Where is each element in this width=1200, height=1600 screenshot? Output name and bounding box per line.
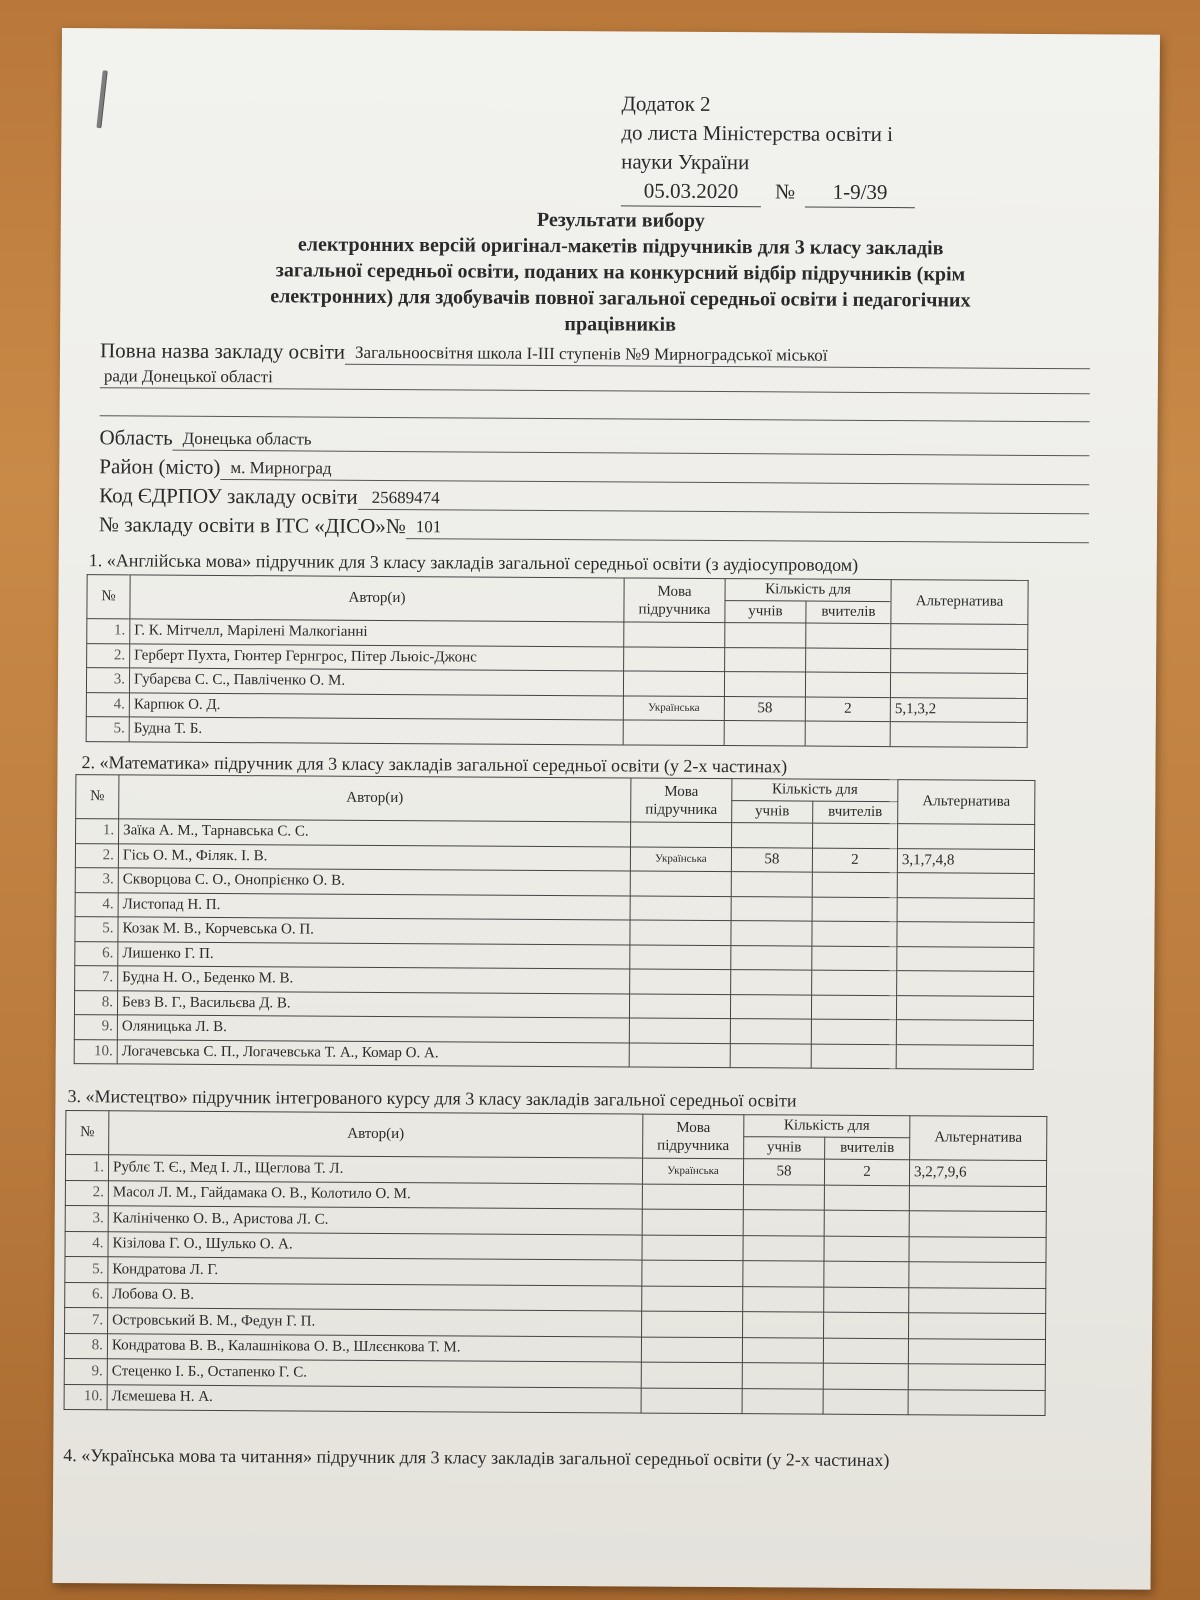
row-number: 5. (75, 917, 118, 942)
row-author: Лобова О. В. (108, 1282, 642, 1311)
row-author: Рублє Т. Є., Мед І. Л., Щеглова Т. Л. (108, 1155, 642, 1184)
addendum-line3: науки України (621, 149, 750, 175)
row-number: 10. (74, 1039, 117, 1064)
row-teachers (812, 872, 897, 897)
row-number: 2. (75, 843, 118, 868)
row-author: Кондратова В. В., Калашнікова О. В., Шлєєнкова Т. М. (107, 1333, 641, 1362)
row-language (623, 720, 724, 745)
row-number: 7. (75, 966, 118, 991)
document-page (53, 28, 1160, 1590)
letter-date: 05.03.2020 (621, 176, 761, 207)
row-author: Карпюк О. Д. (129, 692, 623, 720)
row-teachers (805, 721, 890, 746)
title-line: електронних) для здобувачів повної загальної середньої освіти і педагогічних (270, 285, 971, 312)
row-students (731, 970, 812, 995)
header-alternative: Альтернатива (910, 1116, 1047, 1161)
row-number: 1. (87, 619, 130, 644)
row-students (742, 1388, 823, 1414)
row-number: 4. (75, 892, 118, 917)
header-no: № (76, 775, 119, 819)
section-3-table (64, 1110, 1048, 1416)
row-language (624, 646, 725, 671)
row-teachers (824, 1236, 909, 1262)
oblast-field (99, 425, 1089, 456)
row-alternative (908, 1389, 1045, 1415)
row-students (731, 896, 812, 921)
number-sign: № (774, 179, 796, 204)
row-teachers: 2 (805, 697, 890, 722)
row-language (642, 1286, 743, 1312)
table-header-row (87, 575, 1028, 603)
header-author: Автор(и) (119, 775, 631, 822)
header-no: № (66, 1111, 109, 1155)
title-line: працівників (564, 313, 677, 336)
row-number: 1. (65, 1155, 108, 1181)
table-header-row (66, 1111, 1047, 1139)
title-line: Результати вибору (536, 208, 705, 232)
school-name-field-2 (100, 366, 1090, 394)
row-number: 2. (87, 643, 130, 668)
row-language (630, 871, 731, 896)
header-language: Мова підручника (643, 1114, 744, 1159)
row-alternative (897, 971, 1034, 996)
addendum-header (621, 89, 916, 208)
row-language (630, 920, 731, 945)
row-language (629, 993, 730, 1018)
row-teachers (823, 1338, 908, 1364)
row-teachers (824, 1261, 909, 1287)
row-students (724, 721, 805, 746)
row-number: 2. (65, 1180, 108, 1206)
row-author: Г. К. Мітчелл, Марілені Малкогіанні (130, 619, 624, 647)
itc-label: № закладу освіти в ІТС «ДІСО»№ (98, 512, 406, 539)
row-alternative (909, 1262, 1046, 1288)
header-alternative: Альтернатива (891, 580, 1028, 625)
row-students (725, 647, 806, 672)
school-name-label: Повна назва закладу освіти (99, 338, 346, 364)
edrpou-label: Код ЄДРПОУ закладу освіти (99, 483, 358, 509)
row-teachers: 2 (824, 1159, 909, 1185)
row-language (629, 1018, 730, 1043)
staple (96, 70, 106, 128)
row-alternative (909, 1211, 1046, 1237)
school-name-value-2: ради Донецької області (100, 366, 1090, 394)
school-name-value: Загальноосвітня школа І-ІІІ ступенів №9 Мирноградської міської (345, 343, 1090, 370)
row-author: Гісь О. М., Філяк. І. В. (118, 843, 630, 871)
row-alternative (897, 873, 1034, 898)
row-students (743, 1235, 824, 1261)
row-students (730, 1019, 811, 1044)
addendum-line2: до листа Міністерства освіти і (621, 120, 894, 147)
row-students (743, 1184, 824, 1210)
row-number: 6. (75, 941, 118, 966)
row-alternative: 3,2,7,9,6 (909, 1160, 1046, 1186)
row-author: Логачевська С. П., Логачевська Т. А., Комар О. А. (117, 1039, 629, 1067)
header-language: Мова підручника (624, 578, 725, 623)
row-students: 58 (743, 1159, 824, 1185)
row-number: 3. (75, 868, 118, 893)
row-alternative (896, 1044, 1033, 1069)
row-students (742, 1363, 823, 1389)
row-number: 3. (86, 668, 129, 693)
header-students: учнів (744, 1137, 825, 1159)
row-teachers (811, 1019, 896, 1044)
row-author: Стеценко І. Б., Остапенко Г. С. (107, 1359, 641, 1388)
section-1-table (86, 574, 1029, 747)
row-number: 5. (65, 1257, 108, 1283)
section-3-title: 3. «Мистецтво» підручник інтегрованого курсу для 3 класу закладів загальної середньої освіти (67, 1086, 797, 1111)
row-language: Українська (630, 846, 731, 871)
row-author: Бевз В. Г., Васильєва Д. В. (117, 990, 629, 1018)
row-students: 58 (731, 847, 812, 872)
row-teachers (824, 1312, 909, 1338)
row-language (641, 1337, 742, 1363)
header-alternative: Альтернатива (898, 780, 1035, 825)
title-line: загальної середньої освіти, поданих на конкурсний відбір підручників (крім (275, 259, 966, 286)
row-language (624, 622, 725, 647)
section-1-title: 1. «Англійська мова» підручник для 3 класу закладів загальної середньої освіти (з аудіосупроводом) (88, 550, 859, 575)
row-author: Масол Л. М., Гайдамака О. В., Колотило О. М. (108, 1180, 642, 1209)
blank-line (100, 415, 1090, 422)
row-alternative (909, 1185, 1046, 1211)
row-teachers (823, 1389, 908, 1415)
row-language: Українська (623, 695, 724, 720)
row-author: Будна Н. О., Беденко М. В. (118, 966, 630, 994)
row-students (743, 1312, 824, 1338)
row-teachers (806, 648, 891, 673)
row-students (731, 872, 812, 897)
row-students (743, 1210, 824, 1236)
city-label: Район (місто) (99, 454, 221, 479)
row-number: 9. (74, 1015, 117, 1040)
row-teachers (806, 623, 891, 648)
row-number: 1. (76, 819, 119, 844)
row-students (724, 672, 805, 697)
row-author: Заїка А. М., Тарнавська С. С. (119, 819, 631, 847)
edrpou-field (99, 483, 1089, 514)
row-author: Лємешева Н. А. (107, 1384, 641, 1413)
header-author: Автор(и) (130, 575, 624, 622)
header-language: Мова підручника (631, 778, 732, 823)
row-number: 3. (65, 1206, 108, 1232)
row-students (725, 623, 806, 648)
table-row (86, 717, 1027, 747)
header-no: № (87, 575, 130, 619)
table-row (64, 1384, 1045, 1415)
row-author: Будна Т. Б. (129, 717, 623, 745)
row-language (642, 1311, 743, 1337)
row-author: Скворцова С. О., Онопрієнко О. В. (118, 868, 630, 896)
row-alternative (909, 1287, 1046, 1313)
row-number: 6. (65, 1282, 108, 1308)
itc-field (99, 512, 1089, 543)
row-language (642, 1209, 743, 1235)
section-2-table (74, 774, 1036, 1070)
oblast-label: Область (99, 425, 173, 450)
city-value: м. Мирноград (220, 458, 1089, 485)
table-row (74, 1039, 1033, 1069)
row-author: Козак М. В., Корчевська О. П. (118, 917, 630, 945)
header-teachers: вчителів (825, 1137, 910, 1160)
row-number: 5. (86, 717, 129, 742)
row-language (630, 969, 731, 994)
row-language (641, 1362, 742, 1388)
row-language (623, 671, 724, 696)
row-number: 4. (86, 692, 129, 717)
row-alternative (896, 1020, 1033, 1045)
row-students (731, 945, 812, 970)
header-quantity: Кількість для (744, 1115, 910, 1138)
header-students: учнів (732, 801, 813, 823)
section-2-title: 2. «Математика» підручник для 3 класу закладів загальної середньої освіти (у 2-х частинах) (81, 752, 788, 777)
row-alternative (896, 995, 1033, 1020)
document-title (100, 204, 1141, 340)
header-teachers: вчителів (813, 801, 898, 824)
row-alternative (897, 946, 1034, 971)
row-alternative (897, 922, 1034, 947)
table-header-row (76, 775, 1035, 803)
row-teachers (824, 1185, 909, 1211)
row-teachers (812, 970, 897, 995)
row-author: Оляницька Л. В. (117, 1015, 629, 1043)
row-author: Листопад Н. П. (118, 892, 630, 920)
letter-number: 1-9/39 (805, 178, 915, 209)
row-alternative: 3,1,7,4,8 (897, 848, 1034, 873)
row-teachers (805, 672, 890, 697)
row-number: 9. (64, 1359, 107, 1385)
row-alternative (891, 624, 1028, 649)
school-name-field (100, 338, 1090, 369)
row-teachers (812, 897, 897, 922)
row-author: Кізілова Г. О., Шулько О. А. (108, 1231, 642, 1260)
row-author: Кондратова Л. Г. (108, 1257, 642, 1286)
row-students: 58 (724, 696, 805, 721)
row-language (630, 944, 731, 969)
row-alternative (908, 1338, 1045, 1364)
section-4-title: 4. «Українська мова та читання» підручник для 3 класу закладів загальної середньої освіти (у 2-х частинах) (63, 1445, 890, 1471)
row-teachers (811, 995, 896, 1020)
row-language (642, 1184, 743, 1210)
row-language (629, 1042, 730, 1067)
addendum-line1: Додаток 2 (621, 91, 711, 116)
row-number: 7. (65, 1308, 108, 1334)
row-alternative (891, 648, 1028, 673)
row-alternative: 5,1,3,2 (890, 697, 1027, 722)
row-teachers: 2 (812, 848, 897, 873)
row-alternative (909, 1313, 1046, 1339)
row-alternative (890, 722, 1027, 747)
row-teachers (823, 1363, 908, 1389)
row-alternative (890, 673, 1027, 698)
row-students (730, 994, 811, 1019)
row-alternative (898, 824, 1035, 849)
row-language (641, 1388, 742, 1414)
row-teachers (811, 1044, 896, 1069)
row-students (742, 1337, 823, 1363)
header-quantity: Кількість для (732, 779, 898, 802)
row-teachers (812, 921, 897, 946)
header-students: учнів (725, 601, 806, 623)
letter-ref (621, 176, 915, 208)
header-quantity: Кількість для (725, 579, 891, 602)
row-author: Герберт Пухта, Гюнтер Гернгрос, Пітер Льюіс-Джонс (130, 643, 624, 671)
row-students (743, 1261, 824, 1287)
row-author: Губарєва С. С., Павліченко О. М. (129, 668, 623, 696)
row-teachers (813, 823, 898, 848)
row-number: 4. (65, 1231, 108, 1257)
itc-value: 101 (406, 517, 1089, 543)
row-number: 8. (64, 1333, 107, 1359)
header-author: Автор(и) (109, 1111, 643, 1158)
row-language (631, 822, 732, 847)
row-alternative (908, 1364, 1045, 1390)
edrpou-value: 25689474 (358, 488, 1090, 514)
row-teachers (824, 1210, 909, 1236)
row-students (730, 1043, 811, 1068)
row-students (732, 823, 813, 848)
header-teachers: вчителів (806, 601, 891, 624)
row-alternative (909, 1236, 1046, 1262)
row-author: Калініченко О. В., Аристова Л. С. (108, 1206, 642, 1235)
row-students (743, 1286, 824, 1312)
row-author: Лишенко Г. П. (118, 941, 630, 969)
row-number: 8. (74, 990, 117, 1015)
oblast-value: Донецька область (173, 429, 1090, 457)
row-language: Українська (642, 1158, 743, 1184)
row-alternative (897, 897, 1034, 922)
row-teachers (824, 1287, 909, 1313)
city-field (99, 454, 1089, 485)
row-number: 10. (64, 1384, 107, 1410)
row-language (630, 895, 731, 920)
row-language (642, 1260, 743, 1286)
row-teachers (812, 946, 897, 971)
row-author: Островський В. М., Федун Г. П. (108, 1308, 642, 1337)
title-line: електронних версій оригінал-макетів підручників для 3 класу закладів (297, 233, 944, 260)
row-students (731, 921, 812, 946)
row-language (642, 1235, 743, 1261)
